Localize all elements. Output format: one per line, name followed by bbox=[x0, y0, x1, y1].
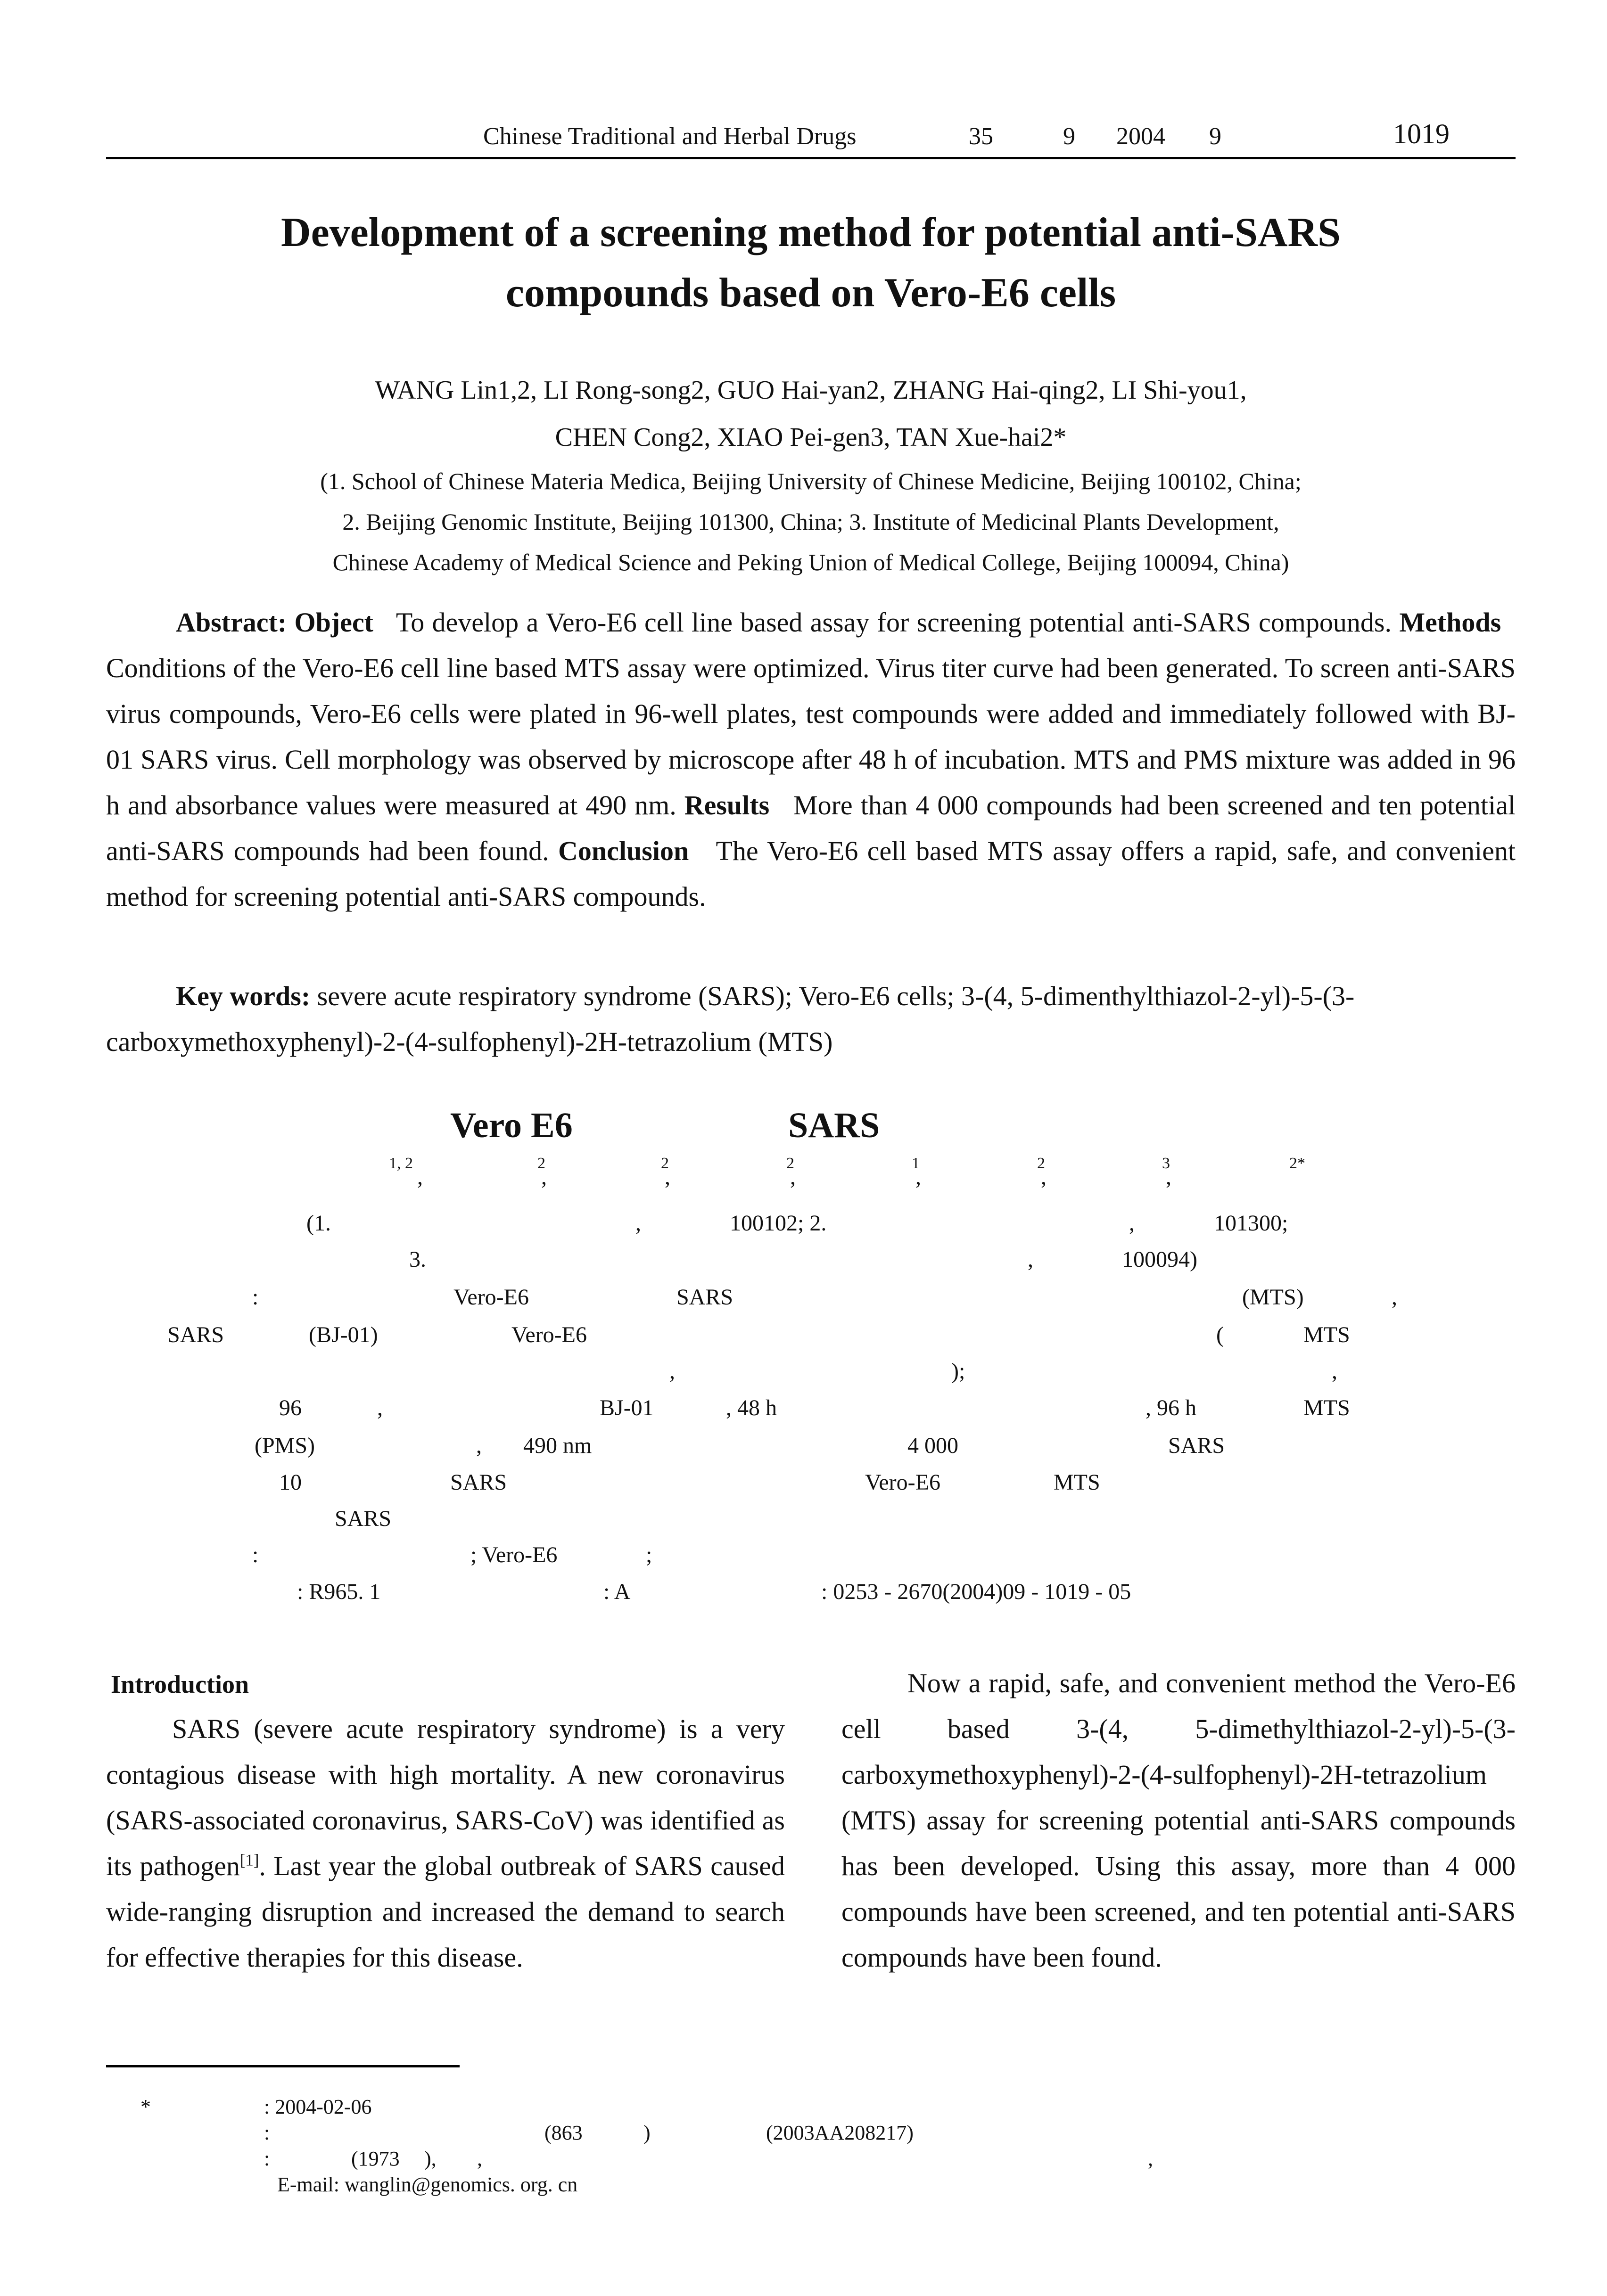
issue: 9 bbox=[1063, 123, 1075, 150]
cn-abs-4000: 4 000 bbox=[907, 1433, 958, 1458]
citation-ref[interactable]: [1] bbox=[239, 1851, 259, 1870]
section-heading-introduction: Introduction bbox=[111, 1670, 249, 1698]
results-label: Results bbox=[684, 790, 770, 820]
object-text: To develop a Vero-E6 cell line based assay for screening potential anti-SARS compounds. bbox=[396, 607, 1392, 638]
header-rule bbox=[106, 157, 1516, 159]
conclusion-text: The Vero-E6 cell based MTS assay offers a rapid, safe, and convenient method for screening potential anti-SARS compounds. bbox=[106, 836, 1516, 912]
object-label: Object bbox=[294, 607, 373, 638]
footnote-fund-colon: : bbox=[264, 2121, 270, 2144]
cn-author-mark: 2* bbox=[1289, 1155, 1305, 1172]
page-number: 1019 bbox=[1393, 118, 1450, 149]
title-line-2: compounds based on Vero-E6 cells bbox=[505, 270, 1116, 316]
cn-kw-colon: : bbox=[252, 1542, 259, 1567]
cn-author-mark: 2 bbox=[537, 1155, 545, 1172]
cn-abs-vero: Vero-E6 bbox=[511, 1322, 587, 1347]
cn-author-mark: , bbox=[1166, 1164, 1171, 1189]
cn-abs-colon: : bbox=[252, 1285, 259, 1310]
author-list bbox=[106, 367, 1516, 461]
methods-text: Conditions of the Vero-E6 cell line based MTS assay were optimized. Virus titer curve had been generated. To screen anti-SARS virus compounds, Vero-E6 cells were plated in 96-well plates, test compounds were added and immediately followed with BJ-01 SARS virus. Cell morphology was observed by microscope after 48 h of incubation. MTS and PMS mixture was added in 96 h and absorbance values were measured at 490 nm. bbox=[106, 653, 1516, 820]
cn-author-mark: 3 bbox=[1162, 1155, 1170, 1172]
cn-abs-10: 10 bbox=[279, 1470, 302, 1495]
cn-abs-sars: SARS bbox=[335, 1506, 392, 1531]
abstract bbox=[106, 599, 1516, 919]
affiliation-line-1: (1. School of Chinese Materia Medica, Beijing University of Chinese Medicine, Beijing 100102, China; bbox=[320, 468, 1302, 494]
footnote-fund-863: (863 bbox=[544, 2121, 583, 2144]
cn-abs-mts: MTS bbox=[1054, 1470, 1100, 1495]
cn-author-mark: , bbox=[915, 1164, 921, 1189]
cn-article-number: : 0253 - 2670(2004)09 - 1019 - 05 bbox=[821, 1579, 1131, 1604]
footnote-bio-close: ), bbox=[424, 2147, 437, 2170]
cn-affil-comma: , bbox=[1129, 1211, 1135, 1236]
volume: 35 bbox=[969, 123, 993, 150]
cn-abs-sars: SARS bbox=[1168, 1433, 1225, 1458]
intro-paragraph-1b: . Last year the global outbreak of SARS caused wide-ranging disruption and increased the demand to search for effective therapies for this disease. bbox=[106, 1851, 785, 1973]
cn-abs-mts: MTS bbox=[1303, 1395, 1350, 1420]
results-text: More than 4 000 compounds had been screened and ten potential anti-SARS compounds had been found. bbox=[106, 790, 1516, 866]
cn-affil-3: 3. bbox=[409, 1247, 426, 1272]
intro-right-column bbox=[841, 1660, 1516, 1980]
cn-abs-48h: , 48 h bbox=[726, 1395, 777, 1420]
cn-author-mark: , bbox=[1041, 1164, 1047, 1189]
footnote-bio-colon: : bbox=[264, 2147, 270, 2170]
footnote-fund-close: ) bbox=[643, 2121, 651, 2144]
cn-abs-96h: , 96 h bbox=[1146, 1395, 1196, 1420]
cn-abs-96: 96 bbox=[279, 1395, 302, 1420]
intro-paragraph-1a: SARS (severe acute respiratory syndrome) is a very contagious disease with high mortality. A new coronavirus (SARS-associated coronavirus, SARS-CoV) was identified as its pathogen bbox=[106, 1714, 785, 1881]
title-line-1: Development of a screening method for potential anti-SARS bbox=[281, 210, 1341, 255]
cn-abs-comma: , bbox=[1392, 1285, 1397, 1310]
keywords-label: Key words: bbox=[176, 981, 311, 1011]
footnote-star: * bbox=[140, 2095, 151, 2118]
cn-abs-mts: MTS bbox=[1303, 1322, 1350, 1347]
article-title bbox=[106, 203, 1516, 323]
cn-affil-comma: , bbox=[635, 1211, 641, 1236]
cn-author-mark: , bbox=[665, 1164, 670, 1189]
cn-abs-vero: Vero-E6 bbox=[453, 1285, 529, 1310]
footnote-bio-comma: , bbox=[1148, 2147, 1153, 2170]
keywords-text: severe acute respiratory syndrome (SARS); Vero-E6 cells; 3-(4, 5-dimenthylthiazol-2-yl)-5-(3-carboxymethoxyphenyl)-2-(4-sulfophenyl)-2H-tetrazolium (MTS) bbox=[106, 981, 1355, 1057]
cn-abs-comma: , bbox=[377, 1395, 383, 1420]
cn-abs-comma: , bbox=[1332, 1359, 1337, 1384]
cn-abs-sars: SARS bbox=[450, 1470, 507, 1495]
cn-abs-bj01: BJ-01 bbox=[600, 1395, 654, 1420]
cn-abs-vero: Vero-E6 bbox=[865, 1470, 940, 1495]
cn-author-mark: 2 bbox=[1037, 1155, 1045, 1172]
cn-kw-vero: ; Vero-E6 bbox=[470, 1542, 558, 1567]
month: 9 bbox=[1209, 123, 1221, 150]
footnote-received: : 2004-02-06 bbox=[264, 2095, 372, 2118]
cn-abs-490: 490 nm bbox=[523, 1433, 592, 1458]
authors-line-2: CHEN Cong2, XIAO Pei-gen3, TAN Xue-hai2* bbox=[555, 423, 1067, 452]
intro-paragraph-2: Now a rapid, safe, and convenient method the Vero-E6 cell based 3-(4, 5-dimethylthiazol-2-yl)-5-(3-carboxymethoxyphenyl)-2-(4-sulfophenyl)-2H-tetrazolium (MTS) assay for screening potential anti-SARS compounds has been developed. Using this assay, more than 4 000 compounds have been screened, and ten potential anti-SARS compounds have been found. bbox=[841, 1668, 1516, 1973]
affiliations bbox=[106, 461, 1516, 582]
cn-author-mark: , bbox=[541, 1164, 547, 1189]
cn-document-code: : A bbox=[603, 1579, 631, 1604]
cn-title-sars: SARS bbox=[788, 1106, 880, 1145]
cn-abs-sars: SARS bbox=[167, 1322, 224, 1347]
cn-affil-postcode: 100094) bbox=[1122, 1247, 1197, 1272]
cn-affil-postcode: 100102; 2. bbox=[730, 1211, 827, 1236]
keywords bbox=[106, 973, 1516, 1065]
cn-author-mark: 2 bbox=[786, 1155, 794, 1172]
cn-author-mark: 1 bbox=[912, 1155, 920, 1172]
footnote-bio-year: (1973 bbox=[351, 2147, 400, 2170]
cn-affil-1: (1. bbox=[306, 1211, 331, 1236]
methods-label: Methods bbox=[1399, 607, 1501, 638]
cn-abs-sars: SARS bbox=[676, 1285, 733, 1310]
cn-title-vero: Vero E6 bbox=[450, 1106, 573, 1145]
conclusion-label: Conclusion bbox=[558, 836, 689, 866]
running-header bbox=[106, 118, 1516, 160]
cn-abs-close: ); bbox=[951, 1359, 965, 1384]
cn-abs-pms: (PMS) bbox=[255, 1433, 315, 1458]
abstract-label: Abstract: bbox=[176, 607, 287, 638]
cn-abs-comma: , bbox=[476, 1433, 482, 1458]
cn-author-mark: 2 bbox=[661, 1155, 669, 1172]
affiliation-line-3: Chinese Academy of Medical Science and Peking Union of Medical College, Beijing 100094, China) bbox=[332, 549, 1289, 575]
footnote-rule bbox=[106, 2065, 460, 2067]
cn-abs-mts: (MTS) bbox=[1242, 1285, 1304, 1310]
cn-clc-number: : R965. 1 bbox=[297, 1579, 381, 1604]
authors-line-1: WANG Lin1,2, LI Rong-song2, GUO Hai-yan2, ZHANG Hai-qing2, LI Shi-you1, bbox=[375, 376, 1247, 405]
cn-affil-postcode: 101300; bbox=[1214, 1211, 1288, 1236]
journal-name: Chinese Traditional and Herbal Drugs bbox=[483, 123, 857, 150]
footnote-bio-comma: , bbox=[477, 2147, 482, 2170]
cn-abs-bj01: (BJ-01) bbox=[309, 1322, 378, 1347]
affiliation-line-2: 2. Beijing Genomic Institute, Beijing 101300, China; 3. Institute of Medicinal Plants Development, bbox=[342, 508, 1279, 535]
cn-author-mark: , bbox=[790, 1164, 796, 1189]
footnote-fund-code: (2003AA208217) bbox=[766, 2121, 914, 2144]
cn-author-mark: , bbox=[417, 1164, 423, 1189]
cn-abs-comma: , bbox=[669, 1359, 675, 1384]
cn-author-mark: 1, 2 bbox=[389, 1155, 413, 1172]
intro-left-column bbox=[106, 1706, 785, 1980]
cn-abs-paren: ( bbox=[1216, 1322, 1224, 1347]
footnote-email[interactable]: E-mail: wanglin@genomics. org. cn bbox=[277, 2173, 578, 2196]
cn-kw-semi: ; bbox=[646, 1542, 652, 1567]
cn-affil-comma: , bbox=[1028, 1247, 1033, 1272]
year: 2004 bbox=[1116, 123, 1165, 150]
